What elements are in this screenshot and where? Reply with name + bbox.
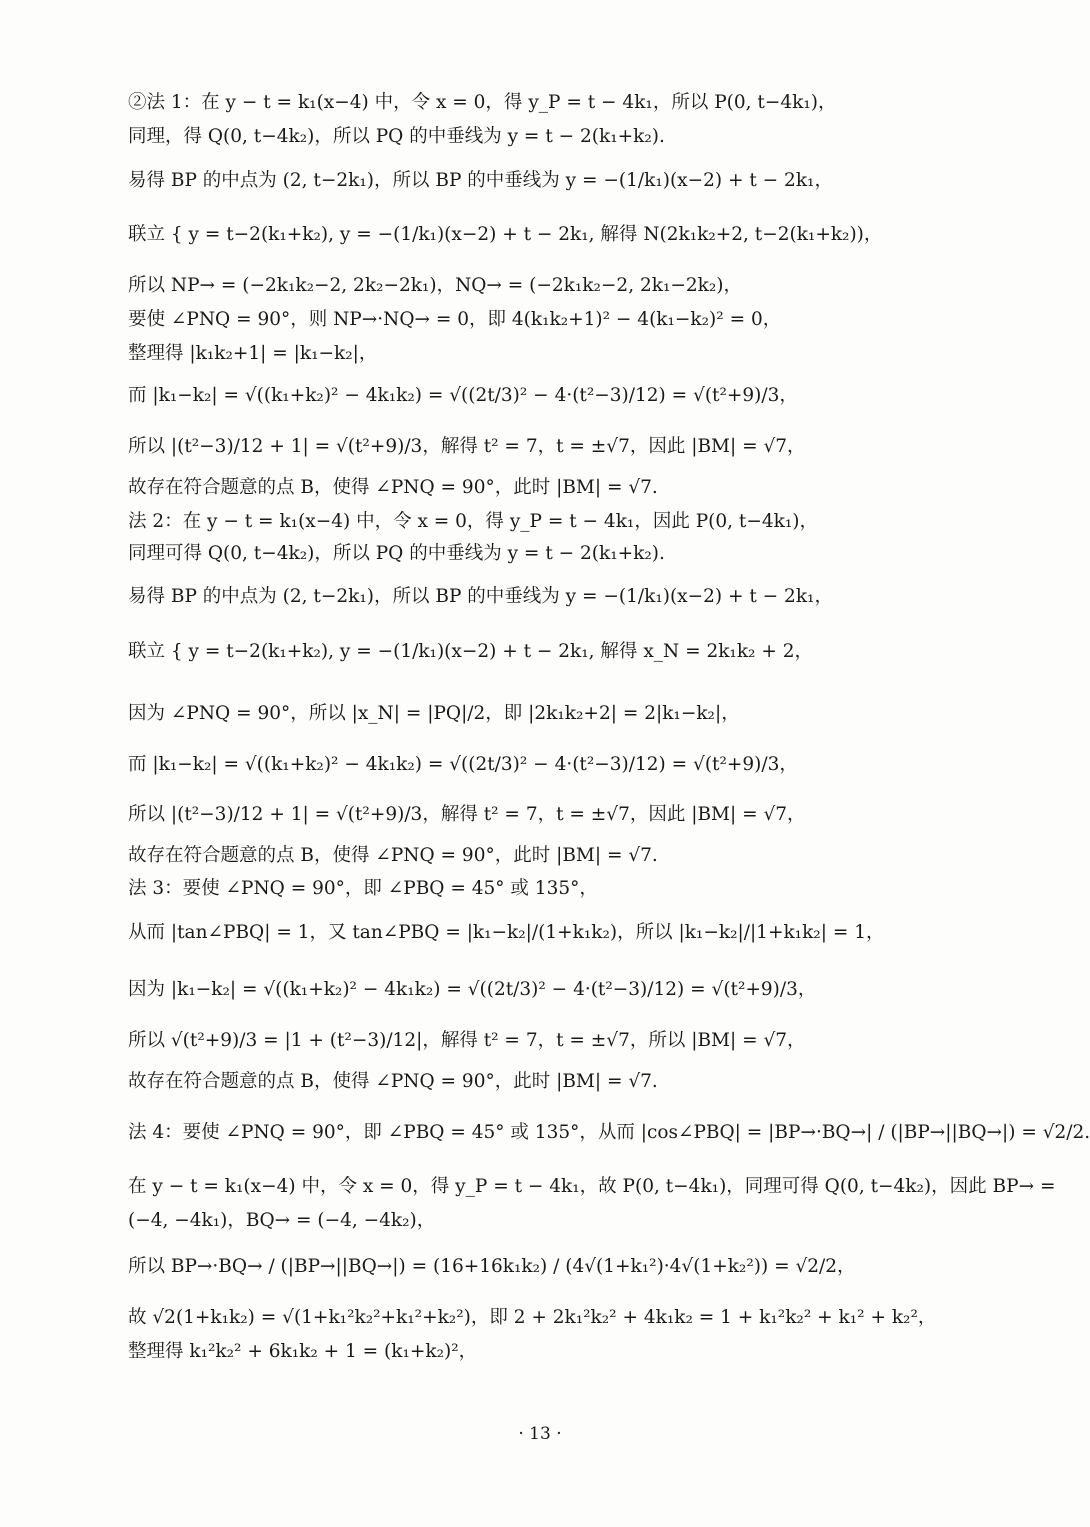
equation-system-line: 联立 { y = t−2(k₁+k₂), y = −(1/k₁)(x−2) + t − 2k₁, 解得 N(2k₁k₂+2, t−2(k₁+k₂))， xyxy=(128,224,883,245)
text-line: 同理可得 Q(0, t−4k₂)，所以 PQ 的中垂线为 y = t − 2(k₁+k₂). xyxy=(128,543,665,564)
text-line: 所以 NP→ = (−2k₁k₂−2, 2k₂−2k₁)，NQ→ = (−2k₁k₂−2, 2k₁−2k₂)， xyxy=(128,275,742,296)
text-line: 要使 ∠PNQ = 90°，则 NP→·NQ→ = 0，即 4(k₁k₂+1)² − 4(k₁−k₂)² = 0， xyxy=(128,309,782,330)
text-line: 故存在符合题意的点 B，使得 ∠PNQ = 90°，此时 |BM| = √7. xyxy=(128,1071,658,1092)
text-line: (−4, −4k₁)，BQ→ = (−4, −4k₂)， xyxy=(128,1210,436,1231)
text-line: 故存在符合题意的点 B，使得 ∠PNQ = 90°，此时 |BM| = √7. xyxy=(128,477,658,498)
text-line: 而 |k₁−k₂| = √((k₁+k₂)² − 4k₁k₂) = √((2t/3)² − 4·(t²−3)/12) = √(t²+9)/3， xyxy=(128,385,798,406)
text-line: 所以 |(t²−3)/12 + 1| = √(t²+9)/3，解得 t² = 7，t = ±√7，因此 |BM| = √7， xyxy=(128,804,806,825)
text-line: 从而 |tan∠PBQ| = 1，又 tan∠PBQ = |k₁−k₂|/(1+k₁k₂)，所以 |k₁−k₂|/|1+k₁k₂| = 1， xyxy=(128,922,885,943)
text-line: 因为 |k₁−k₂| = √((k₁+k₂)² − 4k₁k₂) = √((2t/3)² − 4·(t²−3)/12) = √(t²+9)/3， xyxy=(128,979,817,1000)
text-line: 在 y − t = k₁(x−4) 中，令 x = 0，得 y_P = t − 4k₁，故 P(0, t−4k₁)，同理可得 Q(0, t−4k₂)，因此 BP→ = xyxy=(128,1176,1056,1197)
text-line: ②法 1：在 y − t = k₁(x−4) 中，令 x = 0，得 y_P = t − 4k₁，所以 P(0, t−4k₁)， xyxy=(128,92,837,113)
text-line: 整理得 k₁²k₂² + 6k₁k₂ + 1 = (k₁+k₂)²， xyxy=(128,1341,478,1362)
text-line: 法 3：要使 ∠PNQ = 90°，即 ∠PBQ = 45° 或 135°， xyxy=(128,878,598,899)
text-line: 所以 BP→·BQ→ / (|BP→||BQ→|) = (16+16k₁k₂) / (4√(1+k₁²)·4√(1+k₂²)) = √2/2， xyxy=(128,1256,856,1277)
text-line: 所以 |(t²−3)/12 + 1| = √(t²+9)/3，解得 t² = 7，t = ±√7，因此 |BM| = √7， xyxy=(128,436,806,457)
text-line: 同理，得 Q(0, t−4k₂)，所以 PQ 的中垂线为 y = t − 2(k₁+k₂). xyxy=(128,126,665,147)
text-line: 易得 BP 的中点为 (2, t−2k₁)，所以 BP 的中垂线为 y = −(1/k₁)(x−2) + t − 2k₁， xyxy=(128,170,833,191)
page-number: · 13 · xyxy=(518,1424,562,1444)
equation-system-line: 联立 { y = t−2(k₁+k₂), y = −(1/k₁)(x−2) + t − 2k₁, 解得 x_N = 2k₁k₂ + 2， xyxy=(128,641,814,662)
text-line: 故 √2(1+k₁k₂) = √(1+k₁²k₂²+k₁²+k₂²)，即 2 + 2k₁²k₂² + 4k₁k₂ = 1 + k₁²k₂² + k₁² + k₂²， xyxy=(128,1307,937,1328)
text-line: 法 2：在 y − t = k₁(x−4) 中，令 x = 0，得 y_P = t − 4k₁，因此 P(0, t−4k₁)， xyxy=(128,511,818,532)
text-line: 因为 ∠PNQ = 90°，所以 |x_N| = |PQ|/2，即 |2k₁k₂+2| = 2|k₁−k₂|， xyxy=(128,703,740,724)
text-line: 故存在符合题意的点 B，使得 ∠PNQ = 90°，此时 |BM| = √7. xyxy=(128,845,658,866)
text-line: 所以 √(t²+9)/3 = |1 + (t²−3)/12|，解得 t² = 7，t = ±√7，所以 |BM| = √7， xyxy=(128,1030,806,1051)
text-line: 而 |k₁−k₂| = √((k₁+k₂)² − 4k₁k₂) = √((2t/3)² − 4·(t²−3)/12) = √(t²+9)/3， xyxy=(128,754,798,775)
text-line: 易得 BP 的中点为 (2, t−2k₁)，所以 BP 的中垂线为 y = −(1/k₁)(x−2) + t − 2k₁， xyxy=(128,586,833,607)
text-line: 整理得 |k₁k₂+1| = |k₁−k₂|， xyxy=(128,343,378,364)
text-line: 法 4：要使 ∠PNQ = 90°，即 ∠PBQ = 45° 或 135°，从而 |cos∠PBQ| = |BP→·BQ→| / (|BP→||BQ→|) = √2/2. xyxy=(128,1122,1090,1143)
